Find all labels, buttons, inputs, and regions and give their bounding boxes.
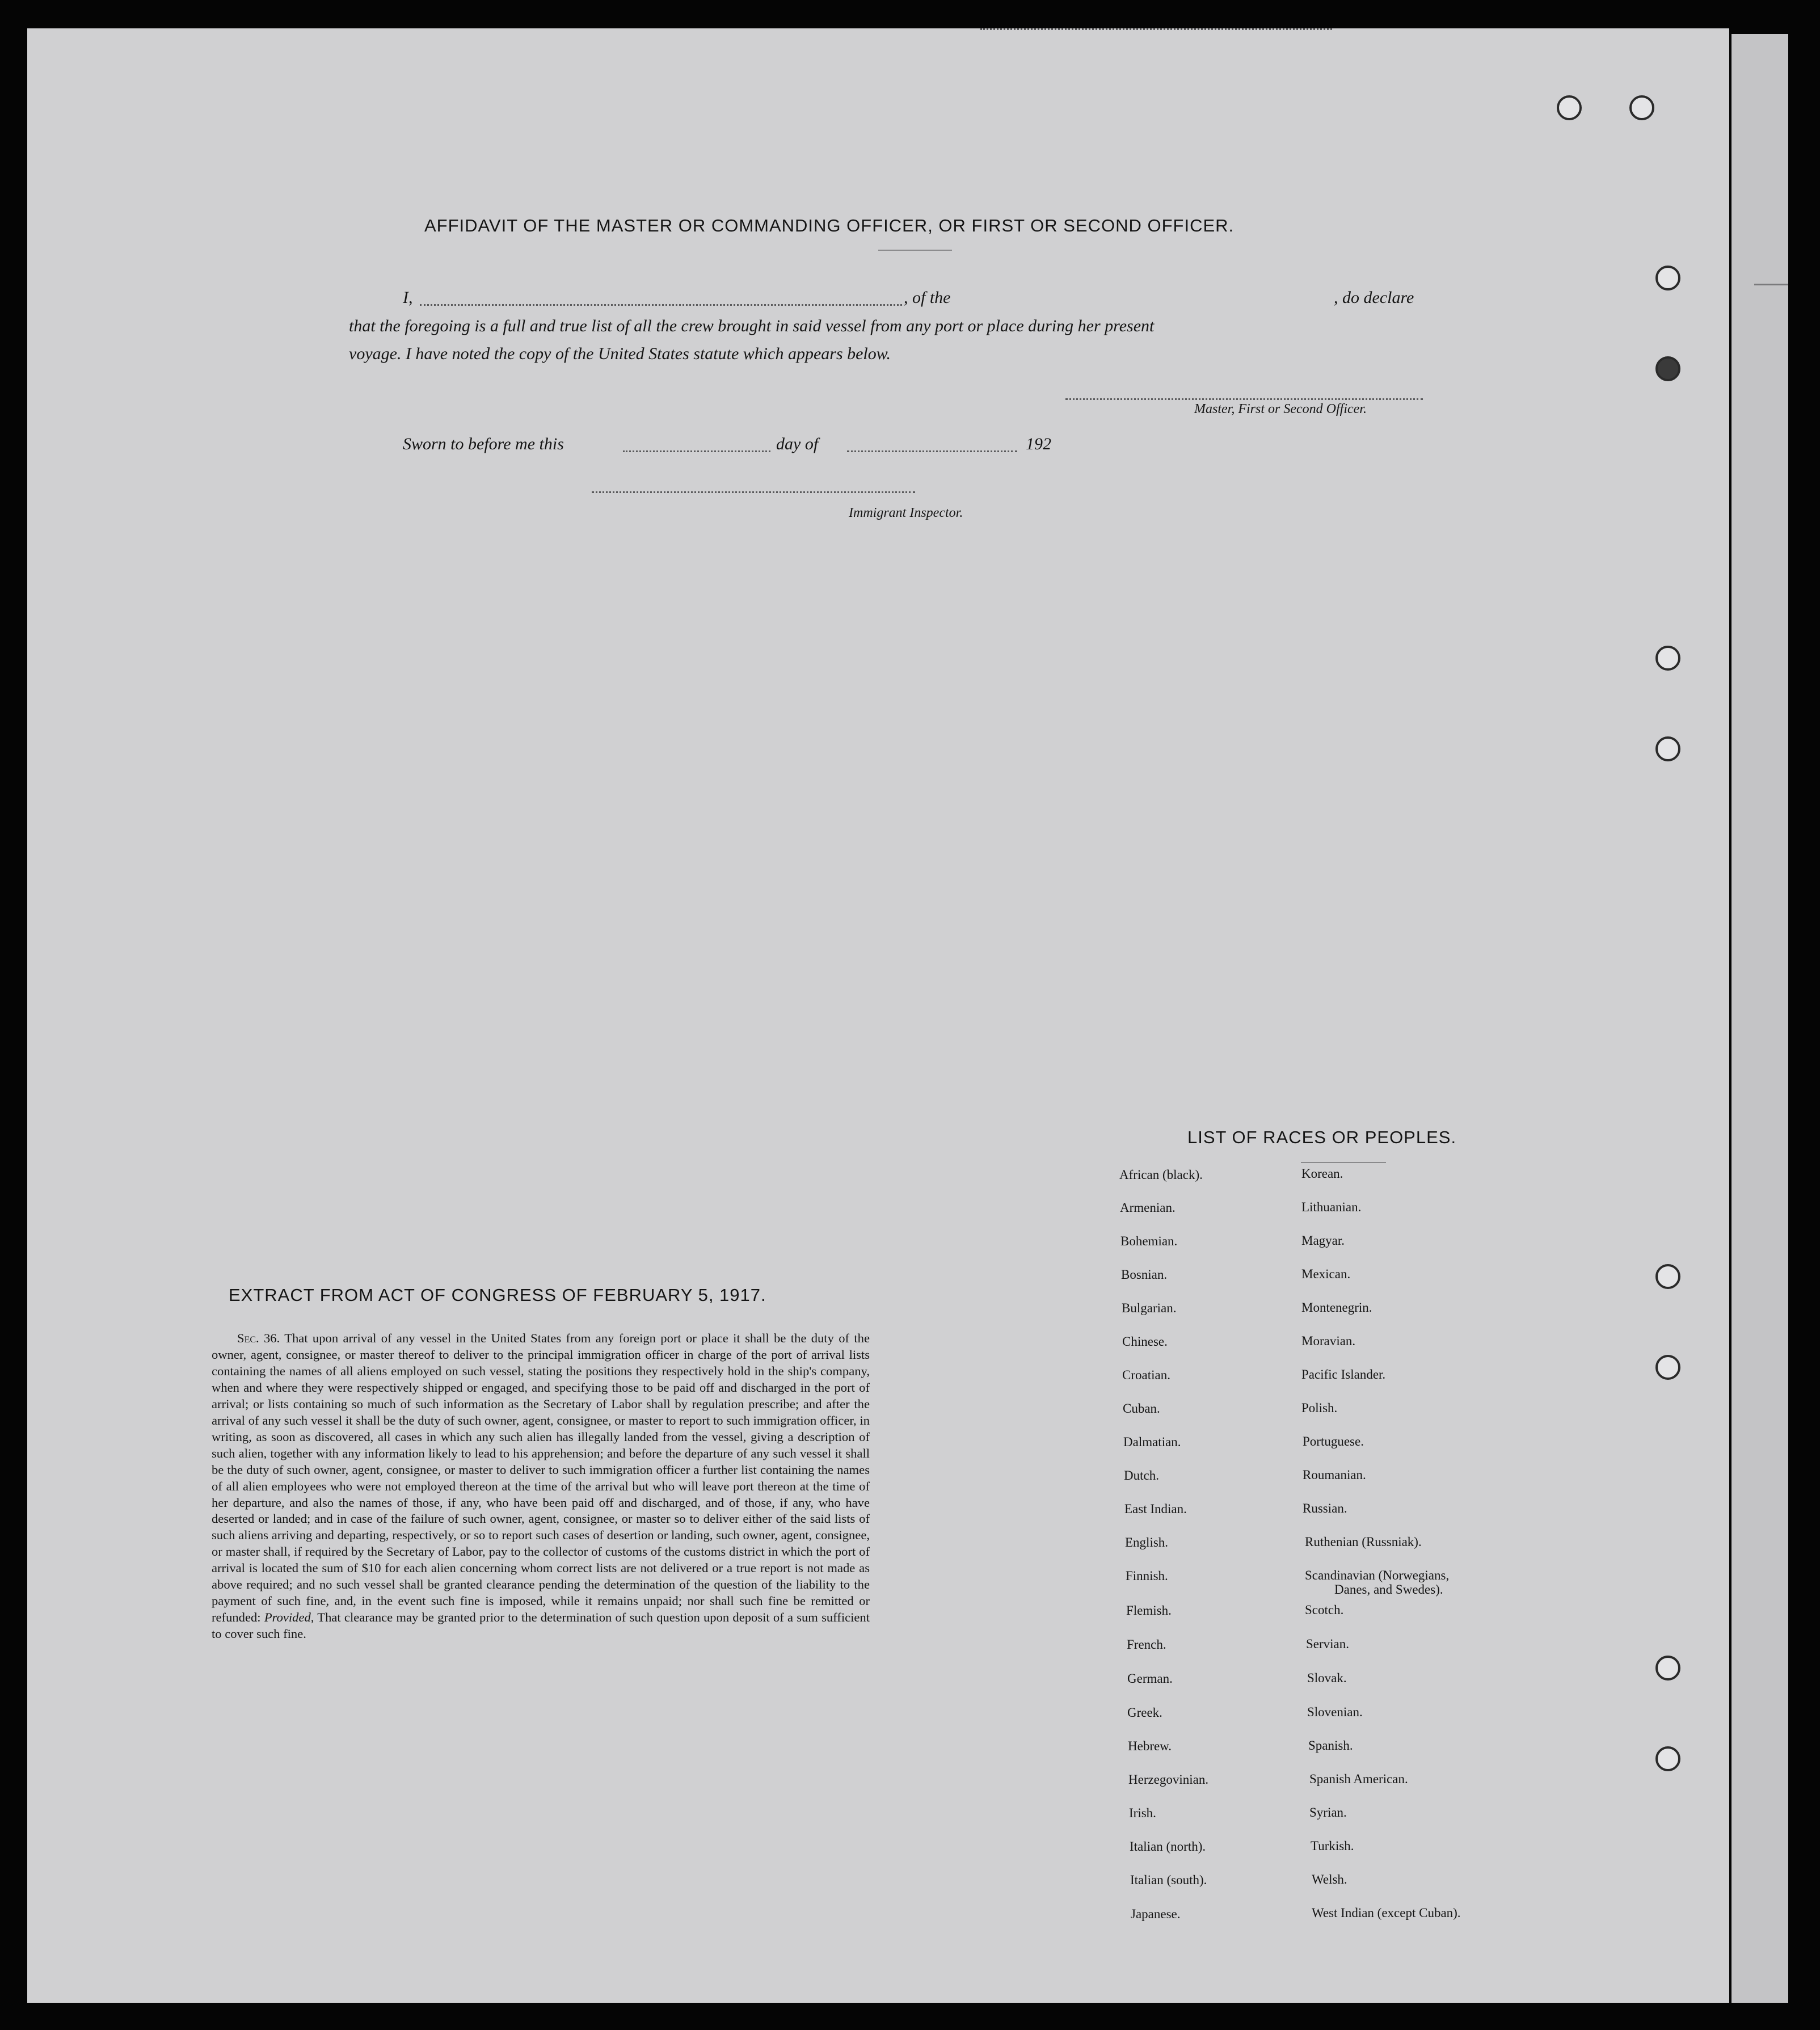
race-item: Korean. — [1301, 1166, 1343, 1181]
heading-rule — [878, 250, 952, 251]
affidavit-line-3: voyage. I have noted the copy of the United States statute which appears below. — [349, 344, 891, 363]
day-of-label: day of — [776, 435, 819, 453]
sworn-label: Sworn to before me this — [403, 435, 564, 453]
race-item: Italian (north). — [1130, 1839, 1206, 1854]
punch-hole — [1629, 95, 1654, 120]
race-item: Herzegovinian. — [1128, 1772, 1209, 1787]
races-title-rule — [1301, 1162, 1386, 1163]
punch-hole — [1655, 1355, 1680, 1380]
section-label: Sec. 36. — [237, 1331, 280, 1345]
inspector-signature-field[interactable] — [592, 491, 915, 493]
race-item: Flemish. — [1126, 1603, 1172, 1618]
race-item: Scandinavian (Norwegians, — [1305, 1568, 1450, 1582]
race-item: Dutch. — [1124, 1468, 1159, 1483]
race-item: French. — [1127, 1637, 1166, 1652]
race-item: West Indian (except Cuban). — [1312, 1906, 1461, 1920]
extract-title: EXTRACT FROM ACT OF CONGRESS OF FEBRUARY 5, 1917. — [229, 1285, 766, 1305]
race-item: Polish. — [1301, 1401, 1338, 1415]
race-item: Ruthenian (Russniak). — [1305, 1535, 1422, 1549]
inspector-label: Immigrant Inspector. — [849, 506, 963, 520]
punch-hole — [1655, 266, 1680, 290]
race-item: Moravian. — [1301, 1334, 1356, 1348]
race-item: Welsh. — [1312, 1872, 1347, 1886]
sworn-month-field[interactable] — [847, 450, 1017, 452]
master-signature-label: Master, First or Second Officer. — [1194, 402, 1367, 416]
race-item: Slovenian. — [1307, 1705, 1363, 1719]
extract-body — [212, 1330, 870, 1642]
extract-text-part-1: That upon arrival of any vessel in the United States from any foreign port or place it shall be the duty of the owner, agent, consignee, or master thereof to deliver to the principal immigration officer in charge of the port of arrival lists containing the names of all aliens employed on such vessel, stating the positions they respectively hold in the ship's company, when and where they were respectively shipped or engaged, and specifying those to be paid off and discharged in the port of arrival; or lists containing so much of such information as the Secretary of Labor shall by regulation prescribe; and after the arrival of any such vessel it shall be the duty of such owner, agent, consignee, or master to report to such immigration officer, in writing, as soon as discovered, all cases in which any such alien has illegally landed from the vessel, giving a description of such alien, together with any information likely to lead to his apprehension; and before the departure of any such vessel it shall be the duty of such owner, agent, consignee, or master to deliver to such immigration officer a further list containing the names of all alien employees who were not employed thereon at the time of the arrival but who will leave port thereon at the time of her departure, and also the names of those, if any, who have been paid off and discharged, and of those, if any, who have deserted or landed; and in case of the failure of such owner, agent, consignee, or master so to deliver either of the said lists of such aliens arriving and departing, respectively, or so to report such cases of desertion or landing, such owner, agent, consignee, or master shall, if required by the Secretary of Labor, pay to the collector of customs of the customs district in which the port of arrival is located the sum of $10 for each alien concerning whom correct lists are not delivered or a true report is not made as above required; and no such vessel shall be granted clearance pending the determination of the question of the liability to the payment of such fine, and, in the event such fine is imposed, while it remains unpaid; nor shall such fine be remitted or refunded: — [212, 1331, 870, 1625]
race-item: Portuguese. — [1303, 1434, 1364, 1448]
race-item: Hebrew. — [1128, 1739, 1172, 1753]
race-item: Spanish. — [1308, 1738, 1353, 1753]
race-item: Bohemian. — [1120, 1234, 1178, 1248]
affidavit-declare-label: , do declare — [1334, 288, 1414, 307]
punch-hole — [1655, 356, 1680, 381]
punch-hole — [1655, 1656, 1680, 1681]
punch-hole — [1655, 1264, 1680, 1289]
affidavit-i-label: I, — [403, 288, 413, 307]
race-item: Finnish. — [1126, 1569, 1168, 1583]
race-item: Bulgarian. — [1122, 1301, 1177, 1315]
sworn-day-field[interactable] — [623, 450, 770, 452]
race-item: German. — [1127, 1671, 1173, 1686]
affidavit-of-the-label: , of the — [904, 288, 951, 307]
race-item: Lithuanian. — [1301, 1200, 1362, 1214]
punch-hole — [1655, 646, 1680, 671]
document-page — [27, 28, 1729, 2003]
affidavit-vessel-field[interactable] — [980, 28, 1332, 30]
race-item: Servian. — [1306, 1637, 1350, 1651]
punch-hole — [1655, 736, 1680, 761]
race-item: Turkish. — [1311, 1839, 1354, 1853]
race-item: Dalmatian. — [1123, 1435, 1181, 1449]
master-signature-field[interactable] — [1065, 398, 1423, 400]
race-item: Croatian. — [1122, 1368, 1170, 1382]
punch-hole — [1655, 1746, 1680, 1771]
races-title: LIST OF RACES OR PEOPLES. — [1187, 1127, 1457, 1147]
punch-hole — [1557, 95, 1582, 120]
race-item: Magyar. — [1301, 1233, 1345, 1248]
affidavit-title: AFFIDAVIT OF THE MASTER OR COMMANDING OFFICER, OR FIRST OR SECOND OFFICER. — [424, 216, 1235, 235]
affidavit-line-2: that the foregoing is a full and true list of all the crew brought in said vessel from any port or place during her present — [349, 317, 1155, 335]
race-item: English. — [1125, 1535, 1169, 1549]
race-item: Danes, and Swedes). — [1334, 1582, 1443, 1597]
year-label: 192 — [1026, 435, 1051, 453]
race-item: Scotch. — [1305, 1603, 1344, 1617]
race-item: East Indian. — [1124, 1502, 1187, 1516]
race-item: Roumanian. — [1303, 1468, 1366, 1482]
affidavit-name-field[interactable] — [420, 304, 902, 306]
race-item: Pacific Islander. — [1301, 1367, 1386, 1382]
race-item: Irish. — [1129, 1806, 1156, 1820]
race-item: Bosnian. — [1121, 1267, 1168, 1282]
race-item: Cuban. — [1123, 1401, 1160, 1416]
race-item: African (black). — [1119, 1168, 1203, 1182]
extract-text-part-2: That clearance may be granted prior to the determination of such question upon deposit of a sum sufficient to cover such fine. — [212, 1610, 870, 1641]
race-item: Slovak. — [1307, 1671, 1347, 1685]
race-item: Chinese. — [1122, 1334, 1168, 1349]
race-item: Spanish American. — [1309, 1772, 1408, 1786]
race-item: Armenian. — [1120, 1201, 1176, 1215]
provided-label: Provided, — [264, 1610, 314, 1625]
race-item: Italian (south). — [1130, 1873, 1207, 1887]
race-item: Syrian. — [1309, 1805, 1347, 1820]
race-item: Montenegrin. — [1301, 1300, 1372, 1315]
race-item: Greek. — [1127, 1705, 1162, 1720]
race-item: Russian. — [1303, 1501, 1347, 1515]
race-item: Japanese. — [1131, 1907, 1181, 1921]
race-item: Mexican. — [1301, 1267, 1351, 1281]
page-edge-strip — [1731, 34, 1788, 2003]
